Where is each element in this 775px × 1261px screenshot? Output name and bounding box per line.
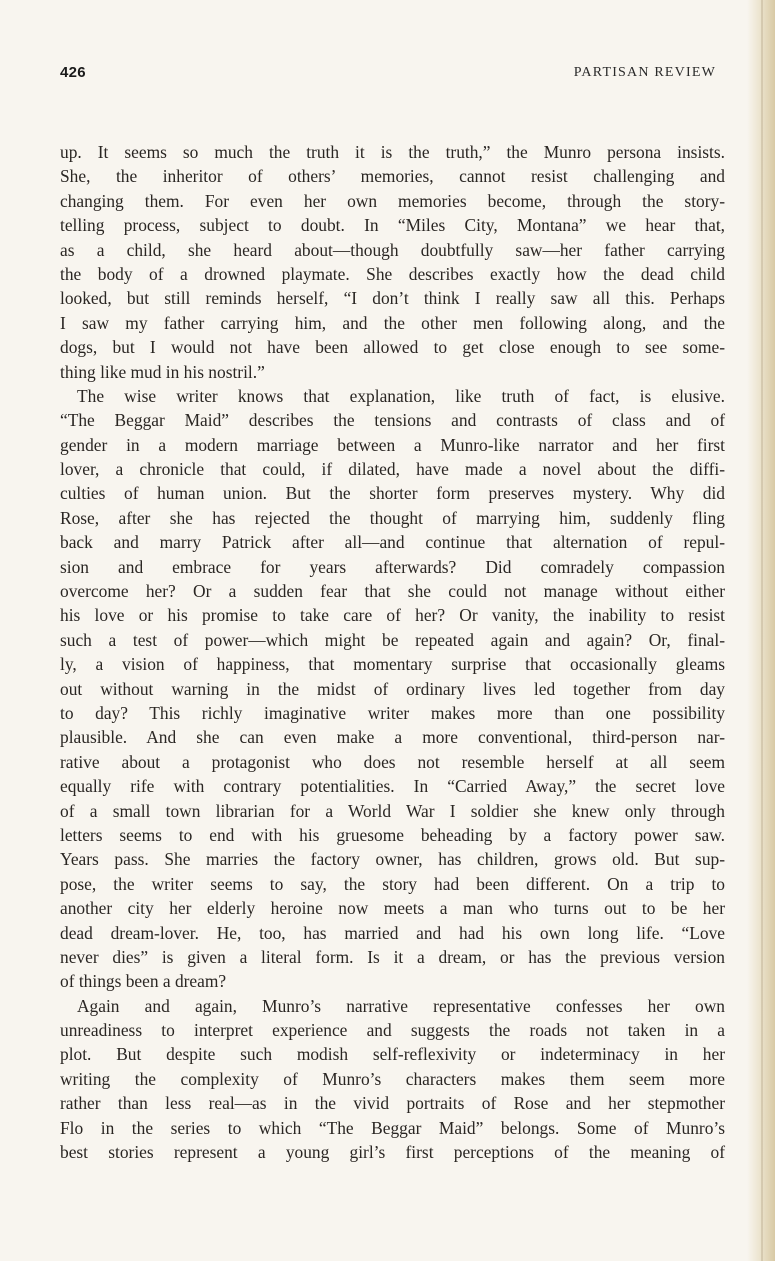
text-line: equally rife with contrary potentialities. In “Carried Away,” the secret love	[60, 776, 725, 797]
text-line: his love or his promise to take care of her? Or vanity, the inability to resist	[60, 605, 725, 626]
paragraph	[60, 384, 725, 994]
text-line: lover, a chronicle that could, if dilated, have made a novel about the diffi-	[60, 459, 725, 480]
text-line: sion and embrace for years afterwards? Did comradely compassion	[60, 556, 725, 577]
paragraph	[60, 994, 725, 1165]
text-line: thing like mud in his nostril.”	[60, 361, 265, 382]
text-line: back and marry Patrick after all—and continue that alternation of repul-	[60, 532, 725, 553]
text-line: never dies” is given a literal form. Is it a dream, or has the previous version	[60, 946, 725, 967]
text-line: culties of human union. But the shorter form preserves mystery. Why did	[60, 483, 725, 504]
text-line: of a small town librarian for a World War I soldier she knew only through	[60, 800, 725, 821]
text-line: rative about a protagonist who does not resemble herself at all seem	[60, 751, 725, 772]
text-line: another city her elderly heroine now meets a man who turns out to be her	[60, 898, 725, 919]
text-line: writing the complexity of Munro’s characters makes them seem more	[60, 1068, 725, 1089]
text-line: “The Beggar Maid” describes the tensions and contrasts of class and of	[60, 410, 725, 431]
text-line: ly, a vision of happiness, that momentary surprise that occasionally gleams	[60, 654, 725, 675]
text-line: changing them. For even her own memories become, through the story-	[60, 190, 725, 211]
article-body	[60, 140, 725, 1164]
text-line: telling process, subject to doubt. In “Miles City, Montana” we hear that,	[60, 215, 725, 236]
text-line: Rose, after she has rejected the thought of marrying him, suddenly fling	[60, 507, 725, 528]
text-line: such a test of power—which might be repeated again and again? Or, final-	[60, 629, 725, 650]
text-line: looked, but still reminds herself, “I don’t think I really saw all this. Perhaps	[60, 288, 725, 309]
text-line: overcome her? Or a sudden fear that she could not manage without either	[60, 581, 725, 602]
text-line: as a child, she heard about—though doubtfully saw—her father carrying	[60, 239, 725, 260]
text-line: The wise writer knows that explanation, like truth of fact, is elusive.	[77, 385, 725, 406]
text-line: plot. But despite such modish self-reflexivity or indeterminacy in her	[60, 1044, 725, 1065]
text-line: rather than less real—as in the vivid portraits of Rose and her stepmother	[60, 1093, 725, 1114]
text-line: to day? This richly imaginative writer makes more than one possibility	[60, 702, 725, 723]
text-line: Again and again, Munro’s narrative representative confesses her own	[77, 995, 725, 1016]
text-line: gender in a modern marriage between a Munro-like narrator and her first	[60, 434, 725, 455]
text-line: up. It seems so much the truth it is the truth,” the Munro persona insists.	[60, 142, 725, 162]
text-line: best stories represent a young girl’s first perceptions of the meaning of	[60, 1142, 725, 1163]
text-line: dogs, but I would not have been allowed to get close enough to see some-	[60, 337, 725, 358]
text-line: She, the inheritor of others’ memories, cannot resist challenging and	[60, 166, 725, 187]
journal-title: PARTISAN REVIEW	[573, 65, 716, 80]
page-binding-line	[761, 0, 763, 1261]
text-line: unreadiness to interpret experience and suggests the roads not taken in a	[60, 1020, 725, 1041]
text-line: of things been a dream?	[60, 971, 227, 992]
text-line: pose, the writer seems to say, the story had been different. On a trip to	[60, 873, 725, 894]
text-line: the body of a drowned playmate. She describes exactly how the dead child	[60, 263, 725, 284]
text-line: out without warning in the midst of ordinary lives led together from day	[60, 678, 725, 699]
text-line: plausible. And she can even make a more conventional, third-person nar-	[60, 727, 725, 748]
text-line: letters seems to end with his gruesome beheading by a factory power saw.	[60, 824, 725, 845]
text-line: I saw my father carrying him, and the other men following along, and the	[60, 312, 725, 333]
text-line: Flo in the series to which “The Beggar Maid” belongs. Some of Munro’s	[60, 1117, 725, 1138]
page-number: 426	[60, 64, 86, 81]
running-head	[60, 64, 716, 86]
text-line: dead dream-lover. He, too, has married and had his own long life. “Love	[60, 922, 725, 943]
text-line: Years pass. She marries the factory owner, has children, grows old. But sup-	[60, 849, 725, 870]
paragraph	[60, 140, 725, 384]
